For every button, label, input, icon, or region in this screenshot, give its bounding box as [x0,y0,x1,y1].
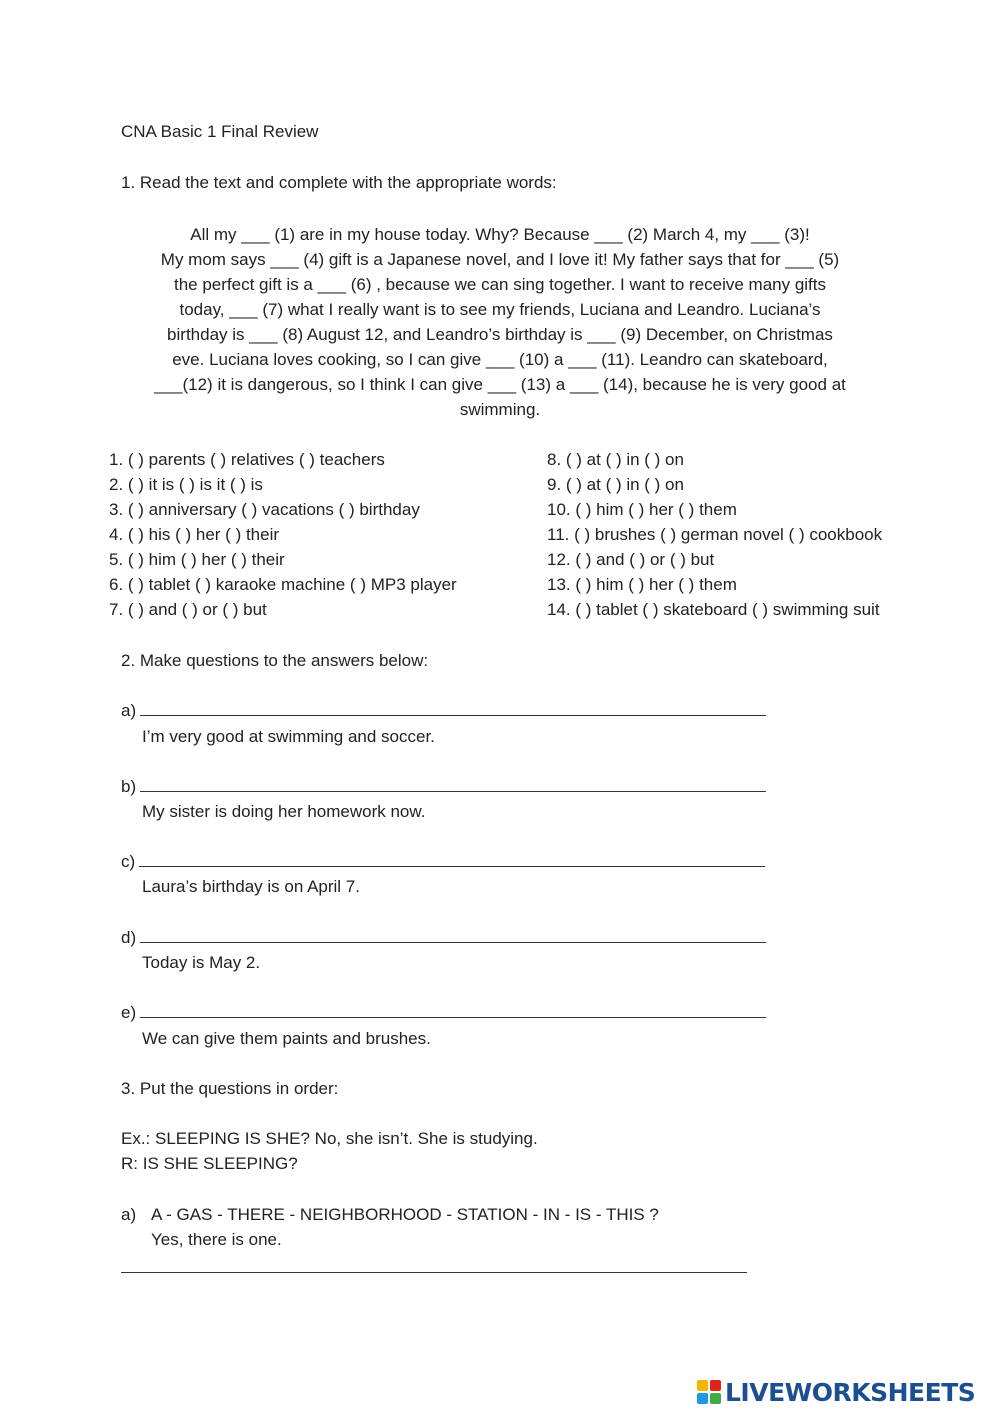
option-row-13[interactable]: 13. ( ) him ( ) her ( ) them [547,575,737,594]
option-row-11[interactable]: 11. ( ) brushes ( ) german novel ( ) cookbook [547,525,883,544]
paragraph-line: eve. Luciana loves cooking, so I can give ___ (10) a ___ (11). Leandro can skateboard, [172,350,828,369]
answer-blank[interactable] [139,852,765,867]
answer-blank[interactable] [140,928,766,943]
option-row-3[interactable]: 3. ( ) anniversary ( ) vacations ( ) birthday [109,500,420,519]
example-answer: R: IS SHE SLEEPING? [121,1154,298,1173]
question-line-b[interactable] [121,777,766,797]
item-a-answer: Yes, there is one. [151,1230,282,1249]
logo-mark-icon [697,1380,721,1404]
paragraph-line: the perfect gift is a ___ (6) , because we can sing together. I want to receive many gifts [173,275,827,294]
given-answer-c: Laura’s birthday is on April 7. [142,877,360,896]
question-line-c[interactable] [121,852,765,872]
paragraph-line: swimming. [459,400,541,419]
option-row-5[interactable]: 5. ( ) him ( ) her ( ) their [109,550,285,569]
option-row-2[interactable]: 2. ( ) it is ( ) is it ( ) is [109,475,263,494]
logo-square-icon [697,1380,708,1391]
question-letter: c) [121,852,136,871]
option-row-6[interactable]: 6. ( ) tablet ( ) karaoke machine ( ) MP3 player [109,575,457,594]
question-letter: a) [121,701,137,720]
paragraph-line: ___(12) it is dangerous, so I think I can give ___ (13) a ___ (14), because he is very good at [154,375,846,394]
answer-blank[interactable] [140,1003,766,1018]
option-row-12[interactable]: 12. ( ) and ( ) or ( ) but [547,550,715,569]
logo-square-icon [710,1380,721,1391]
answer-blank[interactable] [140,777,766,792]
question-line-d[interactable] [121,928,766,948]
item-a-scramble: A - GAS - THERE - NEIGHBORHOOD - STATION - IN - IS - THIS ? [151,1205,659,1224]
given-answer-a: I’m very good at swimming and soccer. [142,727,435,746]
question-letter: d) [121,928,137,947]
option-row-1[interactable]: 1. ( ) parents ( ) relatives ( ) teachers [109,450,385,469]
given-answer-e: We can give them paints and brushes. [142,1029,431,1048]
option-row-14[interactable]: 14. ( ) tablet ( ) skateboard ( ) swimming suit [547,600,880,619]
section-3-instruction: 3. Put the questions in order: [121,1079,339,1098]
logo-square-icon [710,1393,721,1404]
option-row-9[interactable]: 9. ( ) at ( ) in ( ) on [547,475,684,494]
paragraph-line: My mom says ___ (4) gift is a Japanese novel, and I love it! My father says that for ___ (5) [160,250,840,269]
logo-square-icon [697,1393,708,1404]
logo-text: LIVEWORKSHEETS [725,1377,976,1407]
section-2-instruction: 2. Make questions to the answers below: [121,651,429,670]
option-row-10[interactable]: 10. ( ) him ( ) her ( ) them [547,500,737,519]
item-a-answer-blank[interactable] [121,1272,747,1273]
example-question: Ex.: SLEEPING IS SHE? No, she isn’t. She is studying. [121,1129,538,1148]
page-title: CNA Basic 1 Final Review [121,122,319,141]
question-line-e[interactable] [121,1003,766,1023]
answer-blank[interactable] [140,701,766,716]
option-row-7[interactable]: 7. ( ) and ( ) or ( ) but [109,600,267,619]
paragraph-line: All my ___ (1) are in my house today. Why? Because ___ (2) March 4, my ___ (3)! [190,225,810,244]
item-a-letter: a) [121,1205,137,1224]
question-line-a[interactable] [121,701,766,721]
section-1-instruction: 1. Read the text and complete with the appropriate words: [121,173,557,192]
option-row-4[interactable]: 4. ( ) his ( ) her ( ) their [109,525,280,544]
option-row-8[interactable]: 8. ( ) at ( ) in ( ) on [547,450,684,469]
liveworksheets-logo [697,1377,975,1407]
paragraph-line: today, ___ (7) what I really want is to see my friends, Luciana and Leandro. Luciana’s [179,300,821,319]
question-letter: b) [121,777,137,796]
given-answer-d: Today is May 2. [142,953,261,972]
reading-paragraph [100,222,900,422]
paragraph-line: birthday is ___ (8) August 12, and Leandro’s birthday is ___ (9) December, on Christmas [167,325,833,344]
given-answer-b: My sister is doing her homework now. [142,802,426,821]
question-letter: e) [121,1003,137,1022]
